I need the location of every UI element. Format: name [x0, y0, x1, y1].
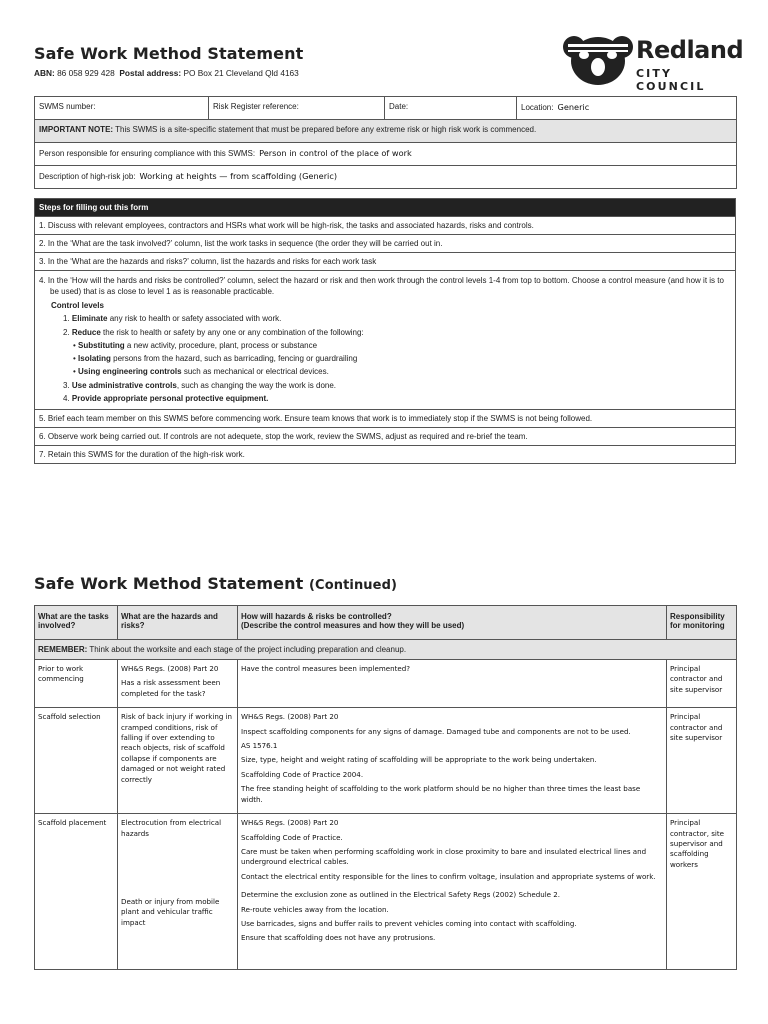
info-table	[34, 96, 737, 189]
step-4	[35, 271, 736, 410]
swms-number-label: SWMS number:	[39, 102, 96, 111]
description-value: Working at heights — from scaffolding (Generic)	[139, 171, 338, 181]
hazard-cell: Electrocution from electrical hazards Death or injury from mobile plant and vehicular traffic impact	[118, 814, 238, 970]
step-2: 2. In the ‘What are the task involved?’ column, list the work tasks in sequence (the order they will be carried out in.	[35, 235, 736, 253]
date-label: Date:	[389, 102, 409, 111]
location-value: Generic	[557, 102, 590, 112]
step-7: 7. Retain this SWMS for the duration of the high-risk work.	[35, 446, 736, 464]
hazard-cell: WH&S Regs. (2008) Part 20 Has a risk assessment been completed for the task?	[118, 660, 238, 708]
location-cell[interactable]	[517, 97, 737, 120]
col-controls-header: How will hazards & risks be controlled? (Describe the control measures and how they will be used)	[238, 606, 667, 640]
step-6: 6. Observe work being carried out. If controls are not adequete, stop the work, review the SWMS, adjust as required and re-brief the team.	[35, 428, 736, 446]
postal-value: PO Box 21 Cleveland Qld 4163	[183, 68, 299, 78]
important-note	[35, 120, 737, 143]
responsible-cell[interactable]	[35, 143, 737, 166]
page-title: Safe Work Method Statement	[34, 44, 304, 63]
important-label: IMPORTANT NOTE:	[39, 125, 114, 134]
col-hazards-header: What are the hazards and risks?	[118, 606, 238, 640]
koala-logo-icon	[562, 30, 634, 88]
table-row	[35, 708, 737, 814]
responsibility-cell: Principal contractor and site supervisor	[667, 708, 737, 814]
control-level-2a: • Substituting a new activity, procedure, plant, process or substance	[73, 340, 318, 350]
continued-title: Safe Work Method Statement (Continued)	[34, 574, 398, 593]
description-cell[interactable]	[35, 166, 737, 189]
control-level-3: 3. Use administrative controls, such as changing the way the work is done.	[63, 380, 337, 390]
control-level-2c: • Using engineering controls such as mechanical or electrical devices.	[73, 367, 329, 377]
control-level-1: 1. Eliminate any risk to health or safety associated with work.	[63, 314, 282, 324]
remember-note: REMEMBER: Think about the worksite and each stage of the project including preparation and cleanup.	[35, 640, 737, 660]
control-cell: WH&S Regs. (2008) Part 20 Scaffolding Code of Practice. Care must be taken when performing scaffolding work in close proximity to bare and insulated electrical lines and underground electrical cables. Contact the electrical entity responsible for the lines to confirm voltage, insulation and appropriate systems of work. Determine the exclusion zone as outlined in the Electrical Safety Regs (2002) Schedule 2. Re-route vehicles away from the location. Use barricades, signs and buffer rails to prevent vehicles coming into contact with scaffolding. Ensure that scaffolding does not have any protrusions.	[238, 814, 667, 970]
abn-value: 86 058 929 428	[57, 68, 115, 78]
col-responsibility-header: Responsibility for monitoring	[667, 606, 737, 640]
control-levels	[39, 299, 731, 405]
col-tasks-header: What are the tasks involved?	[35, 606, 118, 640]
task-cell: Scaffold selection	[35, 708, 118, 814]
redland-logo	[562, 30, 744, 93]
table-row	[35, 660, 737, 708]
task-cell: Prior to work commencing	[35, 660, 118, 708]
risk-register-cell[interactable]	[209, 97, 385, 120]
task-cell: Scaffold placement	[35, 814, 118, 970]
step-4-text: 4. In the ‘How will the hards and risks be controlled?’ column, select the hazard or risk and then work through the control levels 1-4 from top to bottom. Choose a control measure (and how it is to be used) that is as close to level 1 as is reasonable practicable.	[39, 276, 724, 296]
continued-suffix: (Continued)	[309, 578, 398, 593]
responsible-value: Person in control of the place of work	[259, 148, 412, 158]
responsibility-cell: Principal contractor and site supervisor	[667, 660, 737, 708]
abn-label: ABN:	[34, 68, 55, 78]
table-row	[35, 814, 737, 970]
step-1: 1. Discuss with relevant employees, contractors and HSRs what work will be high-risk, the tasks and associated hazards, risks and controls.	[35, 217, 736, 235]
important-text: This SWMS is a site-specific statement that must be prepared before any extreme risk or high risk work is commenced.	[115, 125, 537, 134]
risk-register-label: Risk Register reference:	[213, 102, 299, 111]
logo-subtitle: CITY COUNCIL	[636, 67, 706, 93]
description-label: Description of high-risk job:	[39, 172, 136, 181]
postal-label: Postal address:	[119, 68, 182, 78]
step-3: 3. In the ‘What are the hazards and risks?’ column, list the hazards and risks for each work task	[35, 253, 736, 271]
control-levels-heading: Control levels	[51, 301, 104, 310]
control-level-2: 2. Reduce the risk to health or safety by any one or any combination of the following:	[63, 327, 364, 337]
control-cell: Have the control measures been implemented?	[238, 660, 667, 708]
step-5: 5. Brief each team member on this SWMS before commencing work. Ensure team knows that work is to immediately stop if the SWMS is not being followed.	[35, 410, 736, 428]
steps-table	[34, 198, 736, 464]
logo-name: Redland	[636, 36, 744, 64]
steps-heading: Steps for filling out this form	[35, 199, 736, 217]
control-level-4: 4. Provide appropriate personal protective equipment.	[63, 394, 269, 404]
swms-number-cell[interactable]	[35, 97, 209, 120]
location-label: Location:	[521, 103, 554, 112]
swms-main-table	[34, 605, 737, 970]
date-cell[interactable]	[385, 97, 517, 120]
control-level-2b: • Isolating persons from the hazard, such as barricading, fencing or guardrailing	[73, 354, 358, 364]
hazard-cell: Risk of back injury if working in cramped conditions, risk of falling if over extending to reach objects, risk of scaffold collapse if components are damaged or not weight rated correctly	[118, 708, 238, 814]
responsible-label: Person responsible for ensuring compliance with this SWMS:	[39, 149, 256, 158]
responsibility-cell: Principal contractor, site supervisor and scaffolding workers	[667, 814, 737, 970]
control-cell: WH&S Regs. (2008) Part 20 Inspect scaffolding components for any signs of damage. Damaged tube and components are not to be used. AS 1576.1 Size, type, height and weight rating of scaffolding will be appropriate to the work being undertaken. Scaffolding Code of Practice 2004. The free standing height of scaffolding to the work platform should be no higher than three times the least base width.	[238, 708, 667, 814]
